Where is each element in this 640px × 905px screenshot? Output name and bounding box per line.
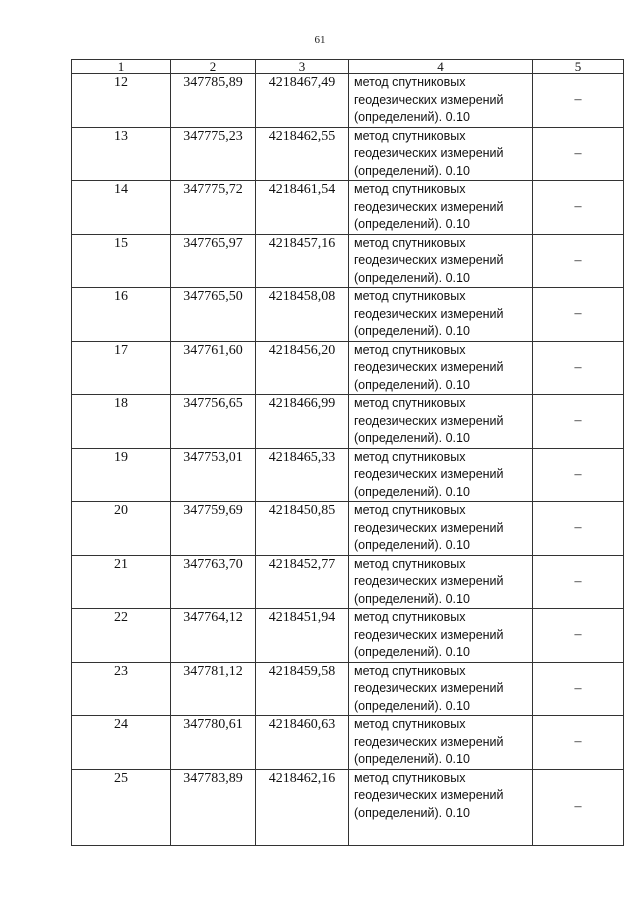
y-coordinate-cell: 4218466,99 [256,395,349,449]
table-row [72,502,624,556]
note-cell: – [533,234,624,288]
method-line: метод спутниковых [354,75,466,89]
note-cell: – [533,502,624,556]
point-number-cell: 22 [72,609,171,663]
x-coordinate-cell: 347780,61 [171,716,256,770]
y-coordinate-cell: 4218451,94 [256,609,349,663]
method-line: метод спутниковых [354,289,466,303]
table-header [72,60,624,74]
method-line: (определений). 0.10 [354,324,470,338]
note-cell: – [533,341,624,395]
note-cell: – [533,74,624,128]
x-coordinate-cell: 347775,72 [171,181,256,235]
method-line: геодезических измерений [354,306,504,321]
method-line: геодезических измерений [354,92,504,107]
method-line: (определений). 0.10 [354,645,470,659]
table-row [72,555,624,609]
table-row [72,181,624,235]
method-line: метод спутниковых [354,503,466,517]
method-line: геодезических измерений [354,360,504,374]
note-cell: – [533,769,624,845]
y-coordinate-cell: 4218452,77 [256,555,349,609]
point-number-cell: 19 [72,448,171,502]
table-body [72,74,624,846]
method-line: (определений). 0.10 [354,538,470,552]
method-cell [349,395,533,449]
method-line: (определений). 0.10 [354,270,470,285]
point-number-cell: 25 [72,769,171,845]
method-line: метод спутниковых [354,449,466,464]
y-coordinate-cell: 4218457,16 [256,234,349,288]
table-row [72,609,624,663]
method-line: (определений). 0.10 [354,163,470,178]
method-line: (определений). 0.10 [354,698,470,713]
table-row [72,662,624,716]
method-line: (определений). 0.10 [354,805,470,820]
method-line: геодезических измерений [354,681,504,695]
header-cell: 1 [72,60,171,74]
note-cell: – [533,288,624,342]
point-number-cell: 16 [72,288,171,342]
method-line: метод спутниковых [354,663,466,678]
method-line: метод спутниковых [354,556,466,571]
table-row [72,395,624,449]
header-cell: 3 [256,60,349,74]
method-cell [349,127,533,181]
method-cell [349,341,533,395]
point-number-cell: 21 [72,555,171,609]
point-number-cell: 14 [72,181,171,235]
x-coordinate-cell: 347785,89 [171,74,256,128]
y-coordinate-cell: 4218458,08 [256,288,349,342]
x-coordinate-cell: 347753,01 [171,448,256,502]
table-row [72,74,624,128]
method-cell [349,609,533,663]
table-row [72,716,624,770]
note-cell: – [533,555,624,609]
y-coordinate-cell: 4218456,20 [256,341,349,395]
method-line: метод спутниковых [354,342,466,357]
method-line: геодезических измерений [354,734,504,749]
table-row [72,288,624,342]
point-number-cell: 15 [72,234,171,288]
method-cell [349,716,533,770]
note-cell: – [533,181,624,235]
y-coordinate-cell: 4218462,16 [256,769,349,845]
method-cell [349,181,533,235]
header-cell: 4 [349,60,533,74]
method-cell [349,555,533,609]
table-row [72,769,624,845]
method-line: геодезических измерений [354,627,504,642]
x-coordinate-cell: 347759,69 [171,502,256,556]
x-coordinate-cell: 347781,12 [171,662,256,716]
method-cell [349,502,533,556]
table-row [72,234,624,288]
method-line: геодезических измерений [354,413,504,428]
y-coordinate-cell: 4218467,49 [256,74,349,128]
x-coordinate-cell: 347763,70 [171,555,256,609]
x-coordinate-cell: 347761,60 [171,341,256,395]
x-coordinate-cell: 347756,65 [171,395,256,449]
note-cell: – [533,716,624,770]
point-number-cell: 23 [72,662,171,716]
x-coordinate-cell: 347764,12 [171,609,256,663]
point-number-cell: 24 [72,716,171,770]
method-line: геодезических измерений [354,574,504,588]
coordinates-table [71,59,624,846]
method-line: геодезических измерений [354,467,504,481]
method-line: (определений). 0.10 [354,217,470,231]
method-line: метод спутниковых [354,128,466,143]
note-cell: – [533,609,624,663]
table-row [72,127,624,181]
method-cell [349,234,533,288]
note-cell: – [533,662,624,716]
method-cell [349,448,533,502]
y-coordinate-cell: 4218450,85 [256,502,349,556]
x-coordinate-cell: 347775,23 [171,127,256,181]
y-coordinate-cell: 4218461,54 [256,181,349,235]
header-cell: 2 [171,60,256,74]
method-cell [349,662,533,716]
table-row [72,448,624,502]
point-number-cell: 20 [72,502,171,556]
method-cell [349,288,533,342]
method-line: (определений). 0.10 [354,377,470,392]
method-cell [349,74,533,128]
method-line: метод спутниковых [354,770,466,785]
method-line: геодезических измерений [354,146,504,160]
x-coordinate-cell: 347765,50 [171,288,256,342]
method-line: метод спутниковых [354,717,466,731]
note-cell: – [533,127,624,181]
y-coordinate-cell: 4218459,58 [256,662,349,716]
note-cell: – [533,448,624,502]
method-line: (определений). 0.10 [354,431,470,445]
method-cell [349,769,533,845]
y-coordinate-cell: 4218460,63 [256,716,349,770]
method-line: метод спутниковых [354,610,466,624]
table-row [72,341,624,395]
note-cell: – [533,395,624,449]
y-coordinate-cell: 4218462,55 [256,127,349,181]
method-line: метод спутниковых [354,235,466,250]
method-line: (определений). 0.10 [354,110,470,124]
point-number-cell: 18 [72,395,171,449]
method-line: геодезических измерений [354,788,504,802]
method-line: (определений). 0.10 [354,591,470,606]
method-line: (определений). 0.10 [354,752,470,766]
header-cell: 5 [533,60,624,74]
x-coordinate-cell: 347783,89 [171,769,256,845]
point-number-cell: 17 [72,341,171,395]
point-number-cell: 13 [72,127,171,181]
header-row [72,60,624,74]
method-line: (определений). 0.10 [354,484,470,499]
point-number-cell: 12 [72,74,171,128]
method-line: геодезических измерений [354,253,504,267]
method-line: геодезических измерений [354,199,504,214]
y-coordinate-cell: 4218465,33 [256,448,349,502]
method-line: метод спутниковых [354,396,466,410]
x-coordinate-cell: 347765,97 [171,234,256,288]
page-number: 61 [314,34,326,46]
method-line: геодезических измерений [354,520,504,535]
method-line: метод спутниковых [354,182,466,196]
